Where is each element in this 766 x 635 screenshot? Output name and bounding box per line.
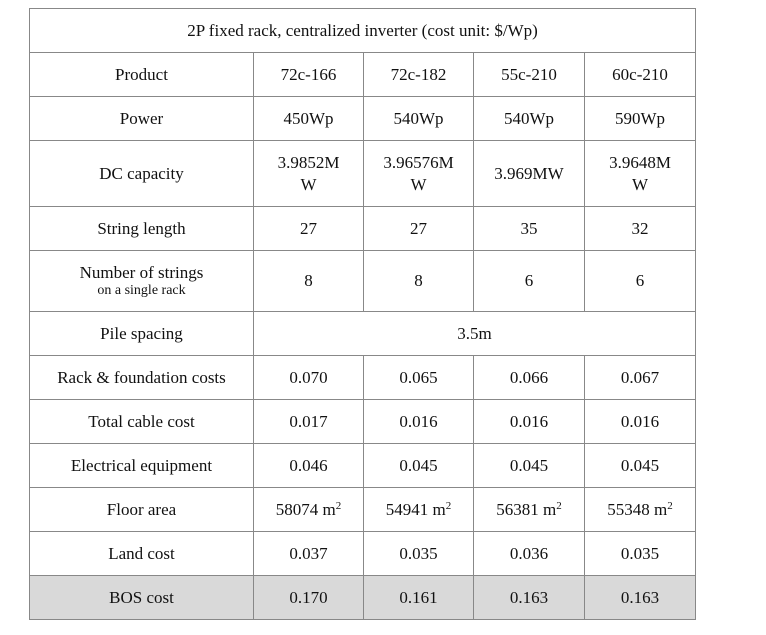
row-label-rack-costs: Rack & foundation costs [30,356,254,400]
dc-capacity-cell [254,141,364,207]
product-cell: 60c-210 [585,53,696,97]
floor-area-cell [474,488,585,532]
string-length-cell: 35 [474,207,585,251]
electrical-cell: 0.045 [474,444,585,488]
product-row [30,53,696,97]
bos-cost-cell: 0.170 [254,576,364,620]
num-strings-label-sub: on a single rack [97,283,186,298]
cable-cost-cell: 0.016 [474,400,585,444]
string-length-cell: 32 [585,207,696,251]
product-cell: 55c-210 [474,53,585,97]
land-cost-cell: 0.035 [585,532,696,576]
dc-capacity-cell [585,141,696,207]
num-strings-cell: 6 [585,251,696,312]
electrical-cell: 0.045 [585,444,696,488]
table-title: 2P fixed rack, centralized inverter (cost unit: $/Wp) [30,9,696,53]
floor-area-cell [585,488,696,532]
floor-area-unit-sup: 2 [667,499,673,512]
rack-costs-cell: 0.066 [474,356,585,400]
dc-capacity-cell [474,141,585,207]
dc-capacity-value: 3.96576MW [383,152,454,194]
cost-table-container [29,8,696,620]
row-label-product: Product [30,53,254,97]
bos-cost-cell: 0.161 [364,576,474,620]
row-label-electrical: Electrical equipment [30,444,254,488]
land-cost-row [30,532,696,576]
row-label-floor-area: Floor area [30,488,254,532]
string-length-cell: 27 [254,207,364,251]
pile-spacing-row [30,312,696,356]
rack-costs-cell: 0.070 [254,356,364,400]
product-cell: 72c-166 [254,53,364,97]
dc-capacity-value: 3.9648MW [609,152,671,194]
string-length-row [30,207,696,251]
floor-area-unit-sup: 2 [445,499,452,512]
power-cell: 450Wp [254,97,364,141]
floor-area-row [30,488,696,532]
land-cost-cell: 0.037 [254,532,364,576]
power-cell: 590Wp [585,97,696,141]
row-label-dc-capacity: DC capacity [30,141,254,207]
pile-spacing-cell: 3.5m [254,312,696,356]
land-cost-cell: 0.036 [474,532,585,576]
num-strings-row [30,251,696,312]
row-label-bos-cost: BOS cost [30,576,254,620]
num-strings-cell: 8 [364,251,474,312]
power-cell: 540Wp [364,97,474,141]
bos-cost-cell: 0.163 [474,576,585,620]
row-label-power: Power [30,97,254,141]
num-strings-label-main: Number of strings [79,263,204,282]
cable-cost-cell: 0.016 [364,400,474,444]
rack-costs-cell: 0.065 [364,356,474,400]
cable-cost-cell: 0.017 [254,400,364,444]
row-label-string-length: String length [30,207,254,251]
power-cell: 540Wp [474,97,585,141]
num-strings-cell: 6 [474,251,585,312]
cable-cost-row [30,400,696,444]
row-label-land-cost: Land cost [30,532,254,576]
dc-capacity-cell [364,141,474,207]
land-cost-cell: 0.035 [364,532,474,576]
product-cell: 72c-182 [364,53,474,97]
rack-costs-row [30,356,696,400]
dc-capacity-value: 3.969MW [494,163,564,183]
floor-area-value: 56381 m [496,499,557,519]
electrical-cell: 0.046 [254,444,364,488]
bos-cost-row [30,576,696,620]
dc-capacity-row [30,141,696,207]
cost-comparison-table [29,8,696,620]
floor-area-unit-sup: 2 [335,499,342,512]
row-label-num-strings [30,251,254,312]
floor-area-value: 55348 m [607,499,668,519]
cable-cost-cell: 0.016 [585,400,696,444]
power-row [30,97,696,141]
floor-area-value: 58074 m [275,499,336,519]
floor-area-value: 54941 m [385,499,446,519]
string-length-cell: 27 [364,207,474,251]
floor-area-unit-sup: 2 [556,499,562,512]
row-label-pile-spacing: Pile spacing [30,312,254,356]
electrical-row [30,444,696,488]
rack-costs-cell: 0.067 [585,356,696,400]
floor-area-cell [364,488,474,532]
num-strings-cell: 8 [254,251,364,312]
electrical-cell: 0.045 [364,444,474,488]
title-row [30,9,696,53]
bos-cost-cell: 0.163 [585,576,696,620]
row-label-cable-cost: Total cable cost [30,400,254,444]
floor-area-cell [254,488,364,532]
dc-capacity-value: 3.9852MW [277,152,340,194]
